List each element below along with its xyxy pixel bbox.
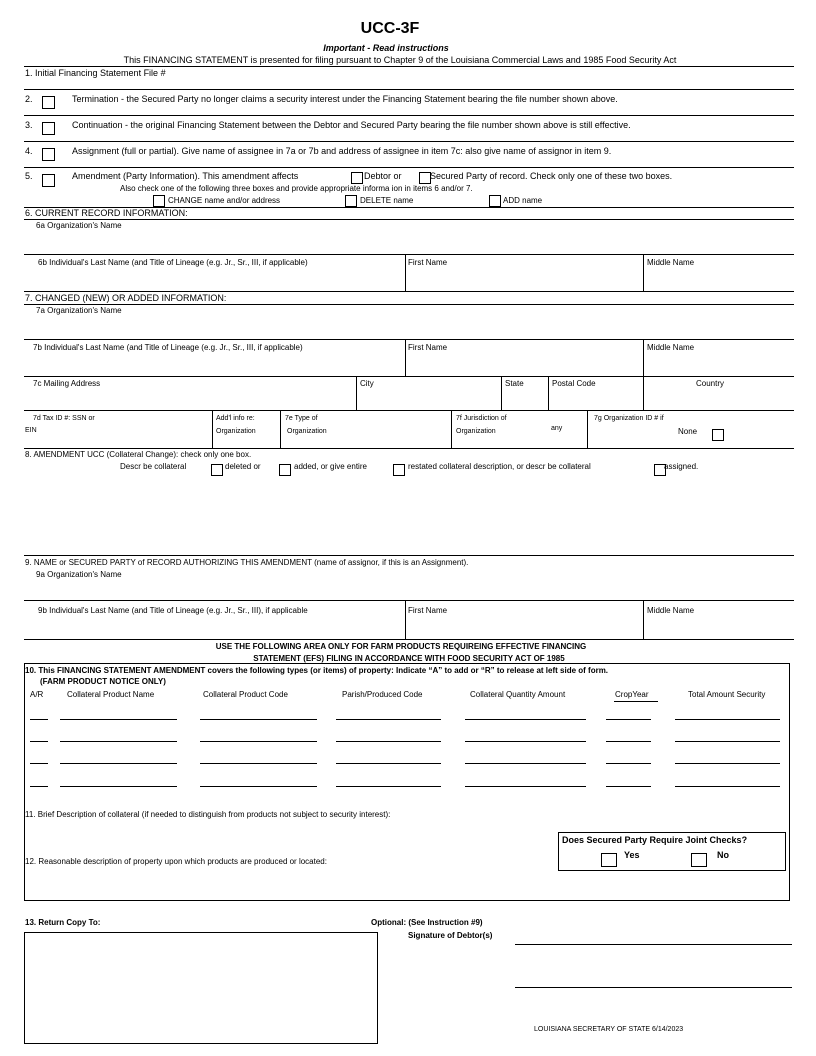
add-checkbox[interactable] — [489, 195, 501, 207]
item10-text: 10. This FINANCING STATEMENT AMENDMENT covers the following types (or items) of property: Indicate “A” to add or “R” to release at left side of form. — [25, 666, 609, 675]
joint-checks-no-label: No — [717, 850, 729, 860]
item9-first-name-label: First Name — [408, 606, 448, 615]
parish-code-field[interactable] — [336, 786, 441, 787]
column-collateral-product-name-header: Collateral Product Name — [67, 690, 155, 699]
item7d-ein-label: EIN — [25, 427, 37, 434]
change-checkbox[interactable] — [153, 195, 165, 207]
item7e-type-label: 7e Type of — [285, 415, 318, 422]
total-amount-field[interactable] — [675, 786, 780, 787]
parish-code-field[interactable] — [336, 741, 441, 742]
item7a-org-name-label: 7a Organization's Name — [36, 306, 122, 315]
product-name-field[interactable] — [60, 741, 177, 742]
item9b-last-name-label: 9b Individual's Last Name (and Title of Lineage (e.g. Jr., Sr., III), if applicable — [38, 606, 308, 615]
item7-country-label: Country — [696, 379, 725, 388]
quantity-amount-field[interactable] — [465, 719, 586, 720]
ar-field[interactable] — [30, 763, 48, 764]
add-label: ADD name — [503, 196, 543, 205]
column-crop-year-header: CropYear — [615, 690, 649, 699]
item11-text: 11. Brief Description of collateral (if needed to distinguish from products not subject to security interest): — [25, 810, 391, 819]
org-id-none-checkbox[interactable] — [712, 429, 724, 441]
column-collateral-quantity-amount-header: Collateral Quantity Amount — [470, 690, 566, 699]
crop-year-field[interactable] — [606, 719, 651, 720]
delete-label: DELETE name — [360, 196, 414, 205]
item9a-org-name-label: 9a Organization's Name — [36, 570, 122, 579]
product-code-field[interactable] — [200, 786, 317, 787]
total-amount-field[interactable] — [675, 763, 780, 764]
item6-middle-name-label: Middle Name — [647, 258, 695, 267]
item10-notice: (FARM PRODUCT NOTICE ONLY) — [40, 677, 166, 686]
item1-label: 1. Initial Financing Statement File # — [25, 68, 166, 78]
delete-checkbox[interactable] — [345, 195, 357, 207]
item5-number: 5. — [25, 171, 33, 181]
signature-line-2[interactable] — [515, 987, 792, 988]
joint-checks-yes-label: Yes — [624, 850, 640, 860]
column-parish-produced-code-header: Parish/Produced Code — [342, 690, 423, 699]
item7-none-label: None — [678, 427, 698, 436]
debtor-label: Debtor or — [364, 171, 402, 181]
item7e-type-org-label: Organization — [287, 428, 327, 435]
crop-year-field[interactable] — [606, 763, 651, 764]
product-name-field[interactable] — [60, 719, 177, 720]
item4-number: 4. — [25, 146, 33, 156]
termination-checkbox[interactable] — [42, 96, 55, 109]
collateral-deleted-label: deleted or — [225, 462, 261, 471]
item7f-jurisdiction-label: 7f Jurisdiction of — [456, 415, 507, 422]
item8-describe-label: Descr be collateral — [120, 462, 187, 471]
joint-checks-no-checkbox[interactable] — [691, 853, 707, 867]
joint-checks-yes-checkbox[interactable] — [601, 853, 617, 867]
footer-text: LOUISIANA SECRETARY OF STATE 6/14/2023 — [534, 1026, 684, 1033]
collateral-assigned-label: assigned. — [664, 462, 699, 471]
item5-also-text: Also check one of the following three boxes and provide appropriate informa ion in items 6 and/or 7. — [120, 184, 473, 193]
signature-label: Signature of Debtor(s) — [408, 931, 493, 940]
item8-heading: 8. AMENDMENT UCC (Collateral Change): check only one box. — [25, 450, 252, 459]
form-intro: This FINANCING STATEMENT is presented for filing pursuant to Chapter 9 of the Louisiana Commercial Laws and 1985 Food Security Act — [123, 55, 677, 65]
change-label: CHANGE name and/or address — [168, 196, 281, 205]
product-code-field[interactable] — [200, 741, 317, 742]
debtor-checkbox[interactable] — [351, 172, 363, 184]
quantity-amount-field[interactable] — [465, 763, 586, 764]
item7g-org-id-label: 7g Organization ID # if — [594, 415, 664, 422]
column-ar-header: A/R — [30, 690, 44, 699]
item2-text: Termination - the Secured Party no longer claims a security interest under the Financing Statement bearing the file number shown above. — [72, 94, 618, 104]
quantity-amount-field[interactable] — [465, 741, 586, 742]
item7c-mailing-address-label: 7c Mailing Address — [33, 379, 101, 388]
item7-any-label: any — [551, 425, 563, 432]
item7-addl-info-org-label: Organization — [216, 428, 256, 435]
item7-postal-code-label: Postal Code — [552, 379, 596, 388]
item7-heading: 7. CHANGED (NEW) OR ADDED INFORMATION: — [25, 293, 227, 303]
item9-middle-name-label: Middle Name — [647, 606, 695, 615]
collateral-added-checkbox[interactable] — [279, 464, 291, 476]
column-total-amount-security-header: Total Amount Security — [688, 690, 766, 699]
item9-heading: 9. NAME or SECURED PARTY of RECORD AUTHORIZING THIS AMENDMENT (name of assignor, if this is an Assignment). — [25, 558, 469, 567]
assignment-checkbox[interactable] — [42, 148, 55, 161]
return-copy-box[interactable] — [24, 932, 378, 1044]
crop-year-field[interactable] — [606, 741, 651, 742]
product-name-field[interactable] — [60, 786, 177, 787]
total-amount-field[interactable] — [675, 719, 780, 720]
item7-state-label: State — [505, 379, 524, 388]
parish-code-field[interactable] — [336, 719, 441, 720]
item6b-last-name-label: 6b Individual's Last Name (and Title of Lineage (e.g. Jr., Sr., III, if applicable) — [38, 258, 308, 267]
item7-addl-info-label: Add'l info re: — [216, 415, 255, 422]
item7-city-label: City — [360, 379, 374, 388]
item3-number: 3. — [25, 120, 33, 130]
crop-year-field[interactable] — [606, 786, 651, 787]
secured-party-label: Secured Party of record. Check only one of these two boxes. — [430, 171, 673, 181]
item5-text: Amendment (Party Information). This amendment affects — [72, 171, 299, 181]
ar-field[interactable] — [30, 719, 48, 720]
product-name-field[interactable] — [60, 763, 177, 764]
item7-middle-name-label: Middle Name — [647, 343, 695, 352]
item13-label: 13. Return Copy To: — [25, 918, 101, 927]
form-subtitle: Important - Read instructions — [323, 43, 449, 53]
amendment-checkbox[interactable] — [42, 174, 55, 187]
parish-code-field[interactable] — [336, 763, 441, 764]
signature-optional-label: Optional: (See Instruction #9) — [371, 918, 483, 927]
item3-text: Continuation - the original Financing Statement between the Debtor and Secured Party bearing the file number shown above is still effective. — [72, 120, 631, 130]
item12-text: 12. Reasonable description of property upon which products are produced or located: — [25, 857, 327, 866]
joint-checks-question: Does Secured Party Require Joint Checks? — [562, 835, 748, 845]
item7b-last-name-label: 7b Individual's Last Name (and Title of Lineage (e.g. Jr., Sr., III, if applicable) — [33, 343, 303, 352]
farm-area-heading-line2: STATEMENT (EFS) FILING IN ACCORDANCE WITH FOOD SECURITY ACT OF 1985 — [253, 654, 565, 663]
item6-heading: 6. CURRENT RECORD INFORMATION: — [25, 208, 188, 218]
continuation-checkbox[interactable] — [42, 122, 55, 135]
ar-field[interactable] — [30, 786, 48, 787]
collateral-restated-label: restated collateral description, or descr be collateral — [408, 462, 591, 471]
column-collateral-product-code-header: Collateral Product Code — [203, 690, 288, 699]
ar-field[interactable] — [30, 741, 48, 742]
product-code-field[interactable] — [200, 719, 317, 720]
item6-first-name-label: First Name — [408, 258, 448, 267]
collateral-deleted-checkbox[interactable] — [211, 464, 223, 476]
signature-line-1[interactable] — [515, 944, 792, 945]
item6a-org-name-label: 6a Organization's Name — [36, 221, 122, 230]
collateral-restated-checkbox[interactable] — [393, 464, 405, 476]
item7-first-name-label: First Name — [408, 343, 448, 352]
item7d-tax-id-label: 7d Tax ID #: SSN or — [33, 415, 95, 422]
item4-text: Assignment (full or partial). Give name of assignee in 7a or 7b and address of assignee in item 7c: also give name of assignor in item 9. — [72, 146, 612, 156]
form-title: UCC-3F — [360, 20, 420, 37]
product-code-field[interactable] — [200, 763, 317, 764]
total-amount-field[interactable] — [675, 741, 780, 742]
item2-number: 2. — [25, 94, 33, 104]
item7f-jurisdiction-org-label: Organization — [456, 428, 496, 435]
farm-area-heading-line1: USE THE FOLLOWING AREA ONLY FOR FARM PRODUCTS REQUIREING EFFECTIVE FINANCING — [215, 642, 587, 651]
quantity-amount-field[interactable] — [465, 786, 586, 787]
collateral-added-label: added, or give entire — [294, 462, 367, 471]
